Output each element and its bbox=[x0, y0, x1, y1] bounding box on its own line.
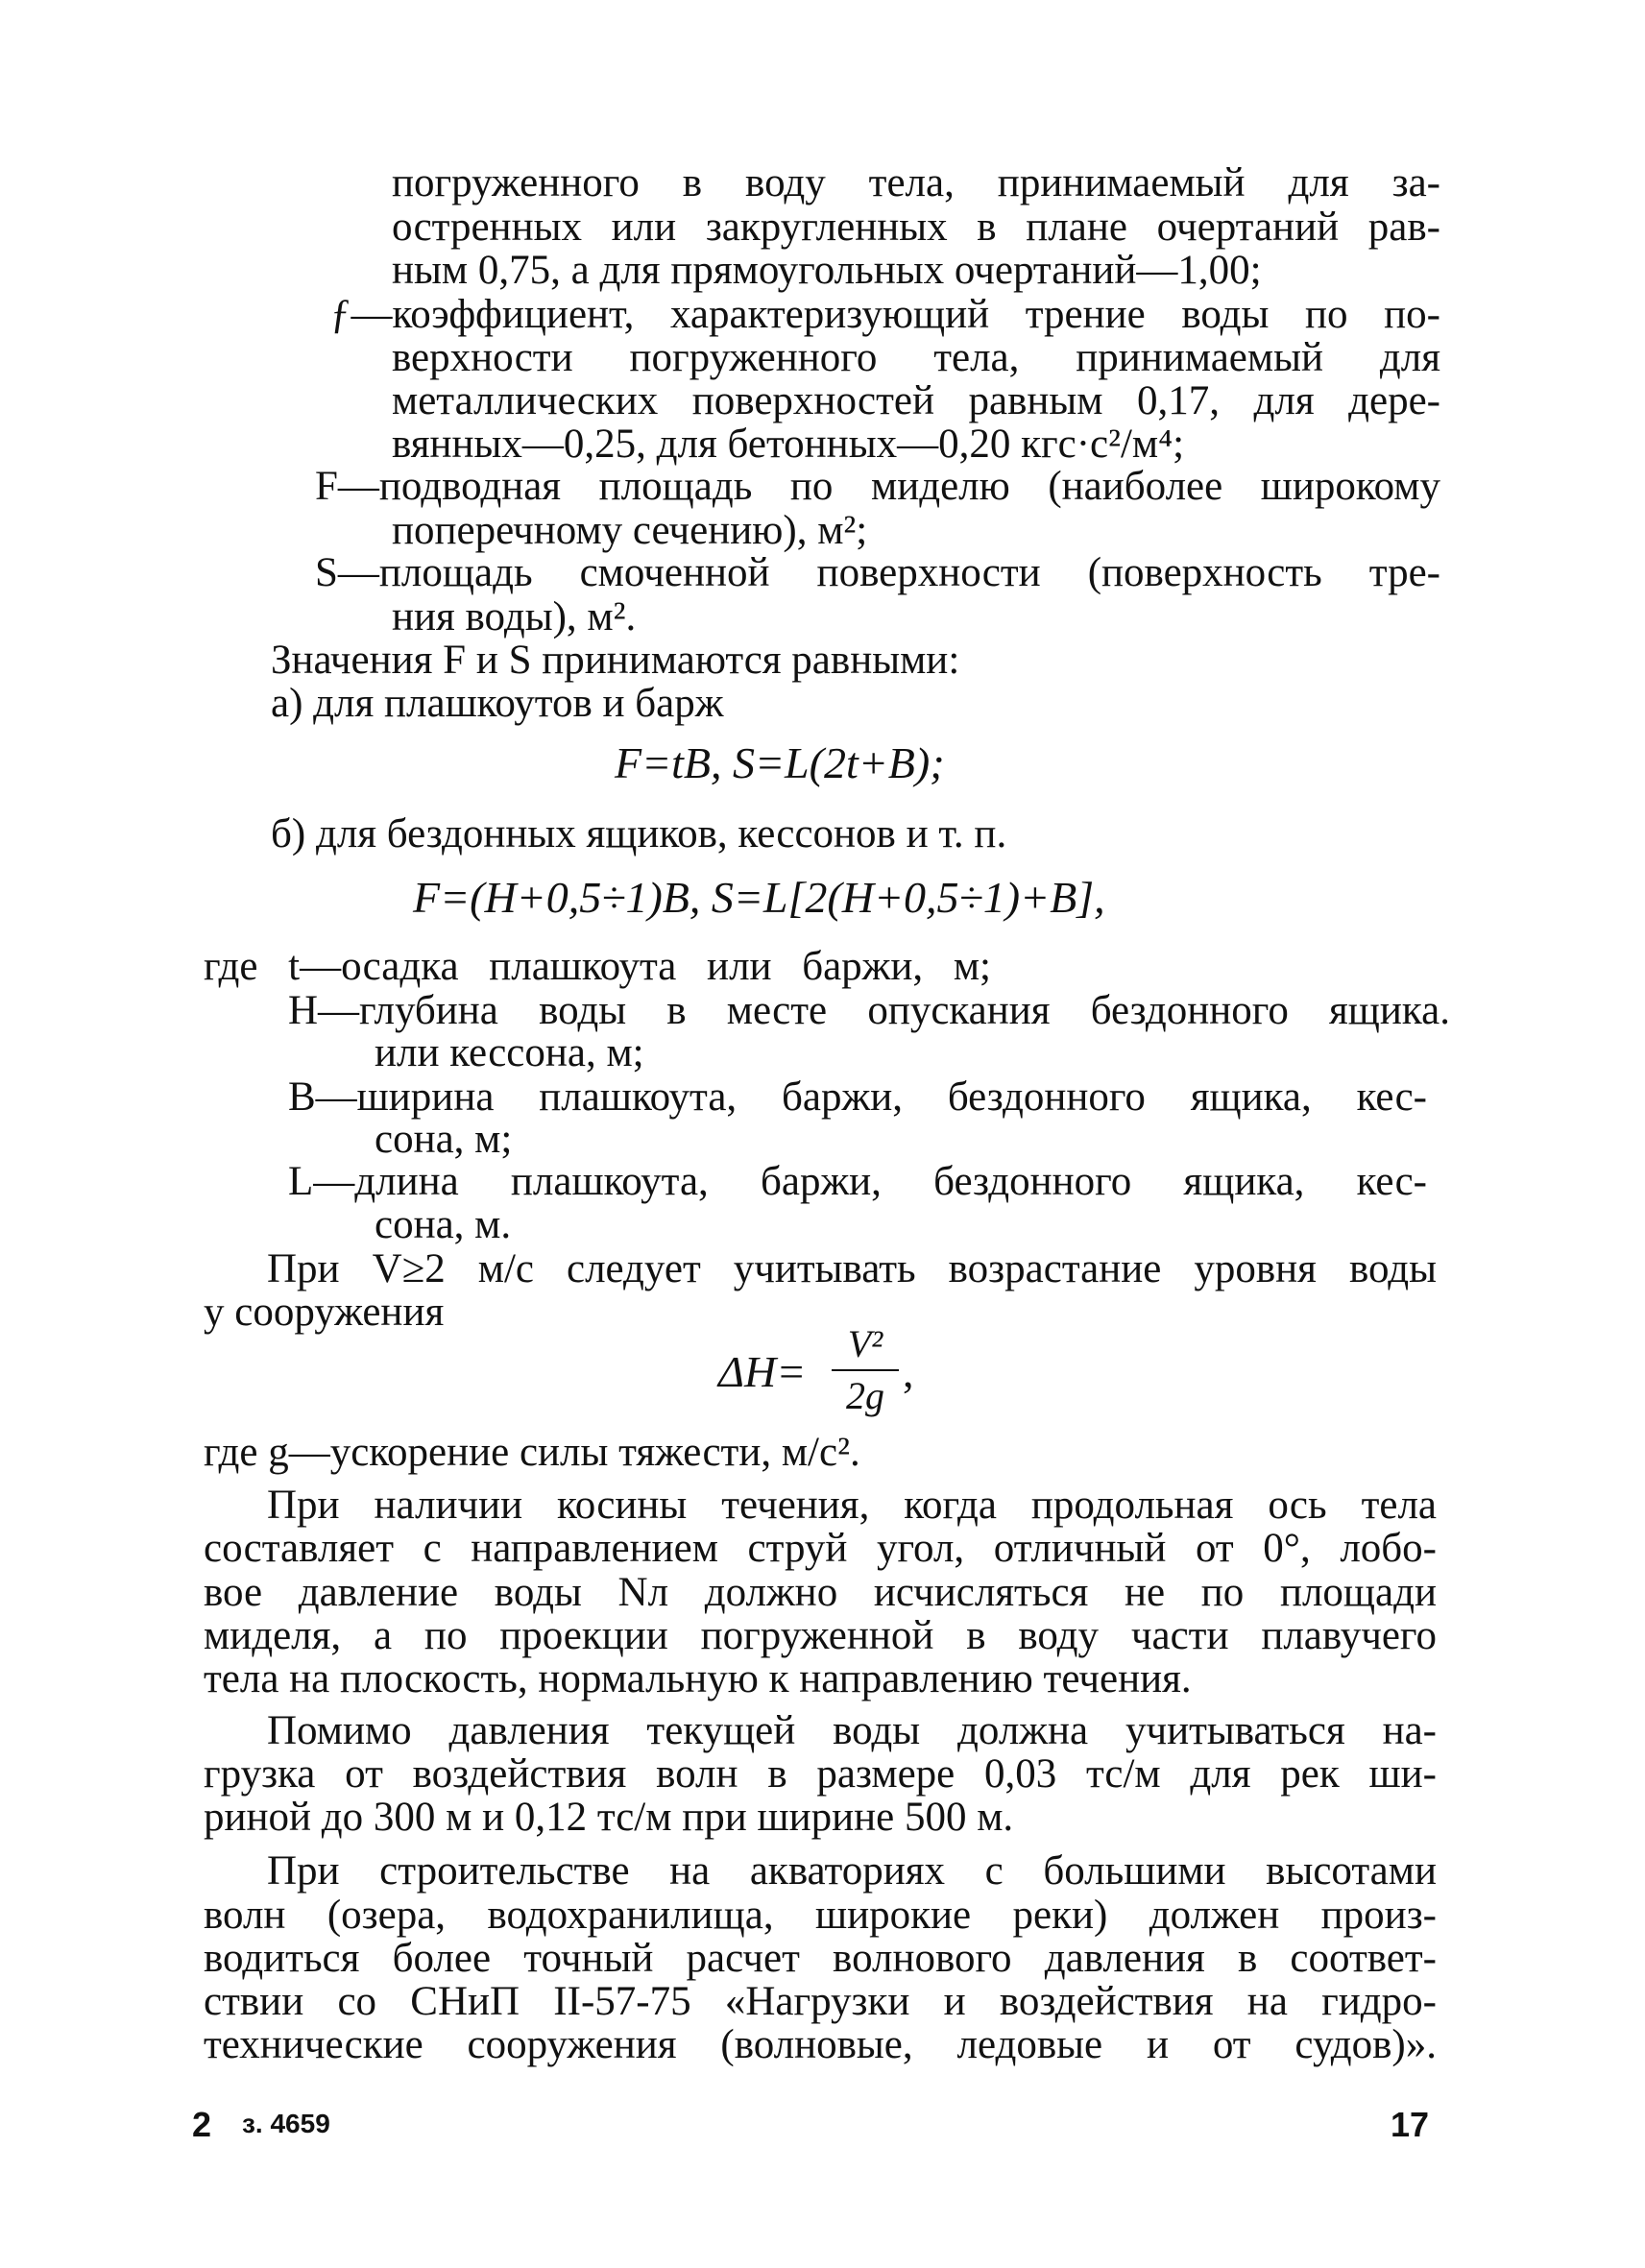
text-line: где t—осадка плашкоута или баржи, м; bbox=[204, 944, 991, 989]
text-line: S—площадь смоченной поверхности (поверхность тре- bbox=[315, 550, 1440, 595]
text-line: сона, м. bbox=[375, 1202, 512, 1247]
text-line: При строительстве на акваториях с большими высотами bbox=[267, 1848, 1437, 1894]
text-line: а) для плашкоутов и барж bbox=[271, 681, 724, 726]
footer-order-number: з. 4659 bbox=[242, 2109, 330, 2138]
equation-delta-h-lhs: ΔH= bbox=[718, 1347, 807, 1396]
text-line: технические сооружения (волновые, ледовые и от судов)». bbox=[204, 2022, 1437, 2067]
text-line: B—ширина плашкоута, баржи, бездонного ящика, кес- bbox=[288, 1074, 1427, 1120]
text-line: грузка от воздействия волн в размере 0,03 тс/м для рек ши- bbox=[204, 1751, 1437, 1797]
text-line: Значения F и S принимаются равными: bbox=[271, 638, 960, 683]
equation-caisson: F=(H+0,5÷1)B, S=L[2(H+0,5÷1)+B], bbox=[413, 873, 1105, 922]
text-line: б) для бездонных ящиков, кессонов и т. п. bbox=[271, 811, 1007, 857]
fraction-numerator: V² bbox=[847, 1322, 883, 1365]
footer-sheet-number: 2 bbox=[192, 2105, 212, 2144]
text-line: волн (озера, водохранилища, широкие реки) должен произ- bbox=[204, 1893, 1437, 1938]
text-line: у сооружения bbox=[204, 1290, 445, 1335]
text-line: H—глубина воды в месте опускания бездонного ящика. bbox=[288, 988, 1450, 1033]
text-line: ния воды), м². bbox=[392, 594, 637, 639]
text-line: погруженного в воду тела, принимаемый для за- bbox=[392, 160, 1440, 205]
text-line: риной до 300 м и 0,12 тс/м при ширине 500 м. bbox=[204, 1795, 1014, 1840]
text-line: сона, м; bbox=[375, 1117, 513, 1162]
text-line: ƒ—коэффициент, характеризующий трение воды по по- bbox=[330, 292, 1440, 337]
equation-plashkout: F=tB, S=L(2t+B); bbox=[615, 738, 945, 787]
text-line: металлических поверхностей равным 0,17, для дере- bbox=[392, 378, 1440, 423]
text-line: Помимо давления текущей воды должна учитываться на- bbox=[267, 1708, 1437, 1753]
text-line: При наличии косины течения, когда продольная ось тела bbox=[267, 1483, 1437, 1528]
text-line: ным 0,75, а для прямоугольных очертаний—1,00; bbox=[392, 248, 1262, 293]
text-line: F—подводная площадь по миделю (наиболее широкому bbox=[315, 464, 1440, 509]
text-line: где g—ускорение силы тяжести, м/с². bbox=[204, 1430, 860, 1475]
text-line: вое давление воды Nл должно исчисляться не по площади bbox=[204, 1570, 1437, 1615]
text-line: поперечному сечению), м²; bbox=[392, 508, 868, 553]
text-line: L—длина плашкоута, баржи, бездонного ящика, кес- bbox=[288, 1159, 1427, 1204]
fraction-denominator: 2g bbox=[846, 1374, 884, 1417]
text-line: водиться более точный расчет волнового давления в соответ- bbox=[204, 1936, 1437, 1981]
text-line: ствии со СНиП II-57-75 «Нагрузки и воздействия на гидро- bbox=[204, 1979, 1437, 2024]
page-number: 17 bbox=[1391, 2105, 1430, 2144]
text-line: миделя, а по проекции погруженной в воду части плавучего bbox=[204, 1613, 1437, 1658]
text-line: тела на плоскость, нормальную к направлению течения. bbox=[204, 1656, 1192, 1701]
text-line: составляет с направлением струй угол, отличный от 0°, лобо- bbox=[204, 1526, 1437, 1571]
equation-comma: , bbox=[903, 1347, 914, 1396]
text-line: или кессона, м; bbox=[375, 1030, 644, 1075]
text-line: При V≥2 м/с следует учитывать возрастание уровня воды bbox=[267, 1246, 1437, 1291]
text-line: верхности погруженного тела, принимаемый для bbox=[392, 335, 1440, 380]
text-line: остренных или закругленных в плане очертаний рав- bbox=[392, 205, 1440, 250]
text-line: вянных—0,25, для бетонных—0,20 кгс·с²/м⁴; bbox=[392, 422, 1185, 467]
fraction-bar bbox=[832, 1369, 899, 1371]
